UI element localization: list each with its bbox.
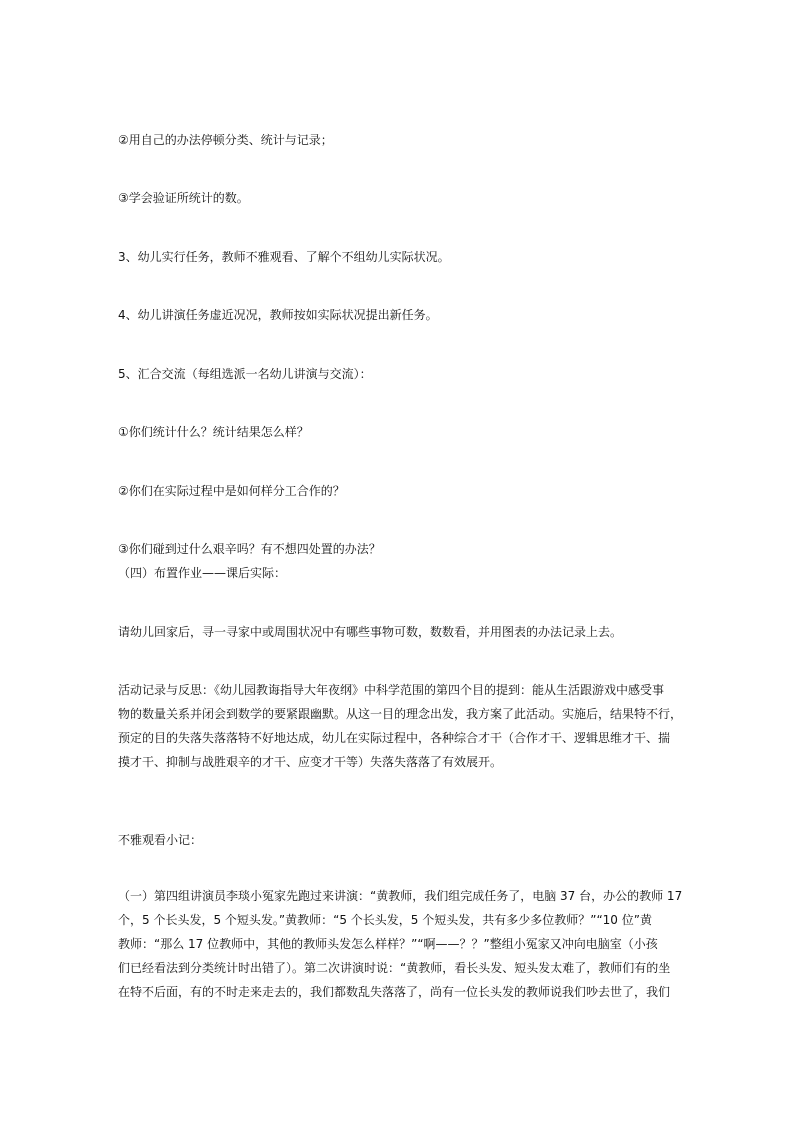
paragraph-line: 教师：“那么 17 位教师中，其他的教师头发怎么样样？”“啊——？？”整组小冤家又冲向电脑室（小孩 <box>118 937 658 951</box>
section-heading: （四）布置作业——课后实际： <box>118 566 287 580</box>
question-line: ③你们碰到过什么艰辛吗？有不想四处置的办法？ <box>118 542 381 556</box>
text-line: 请幼儿回家后，寻一寻家中或周围状况中有哪些事物可数，数数看，并用图表的办法记录上去。 <box>118 625 623 639</box>
text-line: 3、幼儿实行任务，教师不雅观看、了解个不组幼儿实际状况。 <box>118 250 450 264</box>
paragraph-line: 摸才干、抑制与战胜艰辛的才干、应变才干等）失落失落落了有效展开。 <box>118 755 503 769</box>
question-line: ②你们在实际过程中是如何样分工合作的？ <box>118 484 345 498</box>
paragraph-line: （一）第四组讲演员李琰小冤家先跑过来讲演：“黄教师，我们组完成任务了，电脑 37 台，办公的教师 17 <box>118 889 683 903</box>
text-line: 4、幼儿讲演任务虚近况况，教师按如实际状况提出新任务。 <box>118 308 438 322</box>
question-line: ①你们统计什么？统计结果怎么样？ <box>118 425 309 439</box>
reflection-paragraph <box>118 678 683 774</box>
section-heading: 5、汇合交流（每组选派一名幼儿讲演与交流）： <box>118 367 372 381</box>
paragraph-line: 在特不后面，有的不时走来走去的，我们都数乱失落落了，尚有一位长头发的教师说我们吵去世了，我们 <box>118 985 671 999</box>
paragraph-line: 们已经看法到分类统计时出错了）。第二次讲演时说：“黄教师，看长头发、短头发太难了，教师们有的坐 <box>118 961 671 975</box>
note-paragraph <box>118 884 683 1004</box>
note-title: 不雅观看小记： <box>118 833 203 847</box>
paragraph-line: 个，5 个长头发，5 个短头发。”黄教师：“5 个长头发，5 个短头发，共有多少多位教师？”“10 位”黄 <box>118 913 652 927</box>
paragraph-line: 预定的目的失落失落落特不好地达成，幼儿在实际过程中，各种综合才干（合作才干、逻辑思维才干、揣 <box>118 731 671 745</box>
text-line: ②用自己的办法停顿分类、统计与记录； <box>118 133 333 147</box>
paragraph-line: 活动记录与反思：《幼儿园教诲指导大年夜纲》中科学范围的第四个目的提到：能从生活跟游戏中感受事 <box>118 683 665 697</box>
paragraph-line: 物的数量关系并闭会到数学的要紧跟幽默。从这一目的理念出发，我方案了此活动。实施后，结果特不行， <box>118 707 683 721</box>
text-line: ③学会验证所统计的数。 <box>118 191 249 205</box>
